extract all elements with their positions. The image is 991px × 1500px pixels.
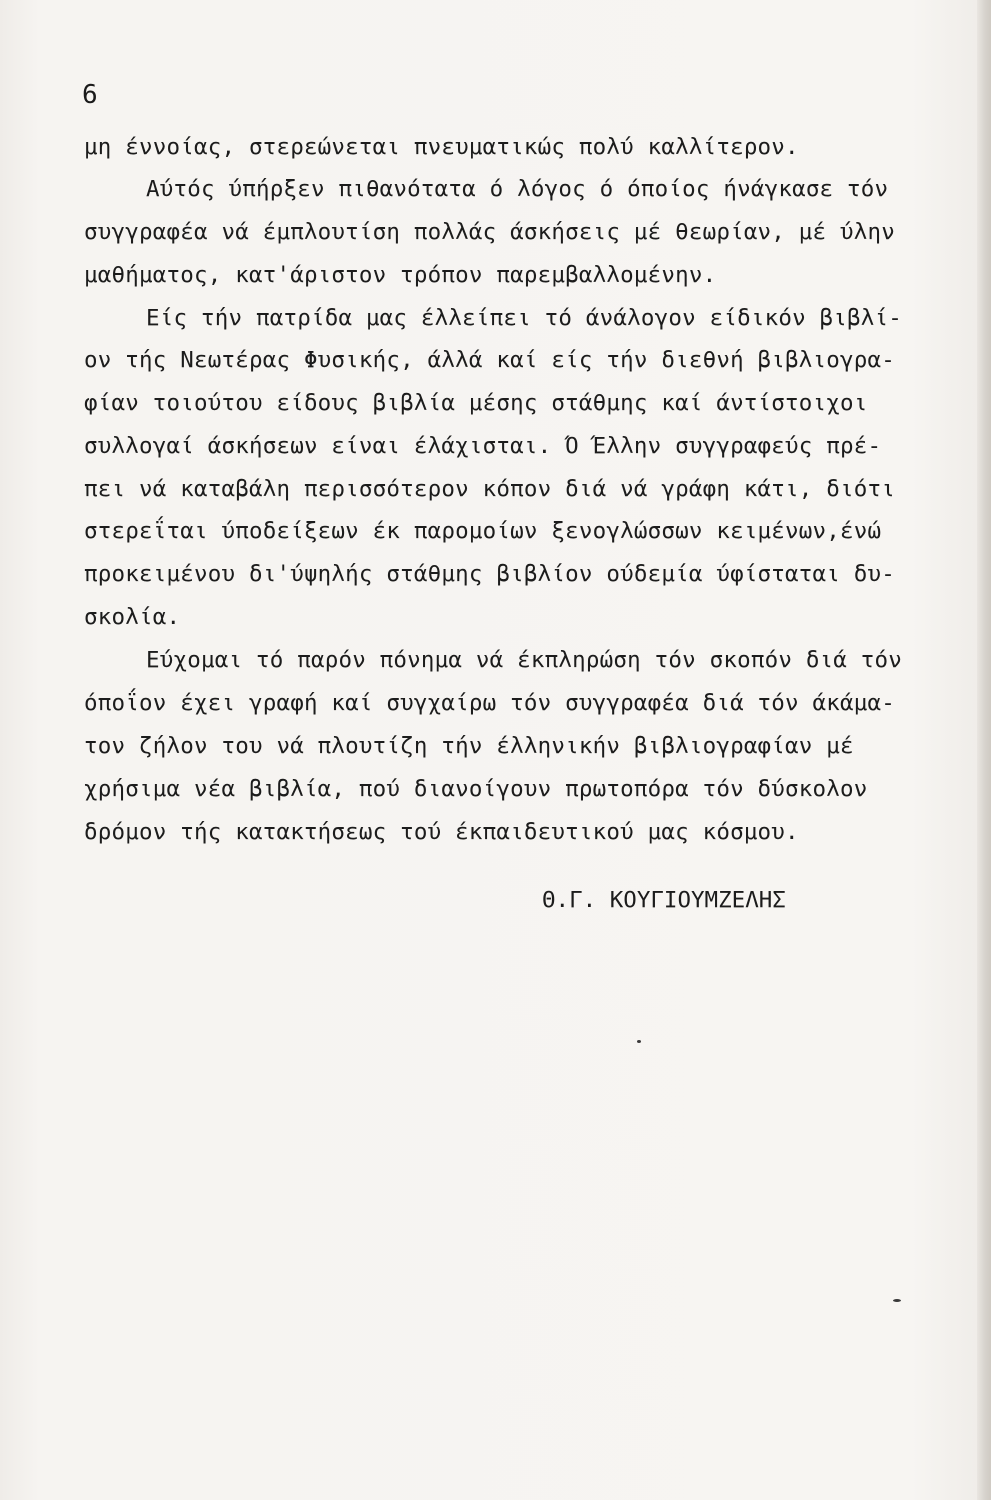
ink-speck [637, 1040, 641, 1043]
author-signature: Θ.Γ. ΚΟΥΓΙΟΥΜΖΕΛΗΣ [542, 887, 786, 913]
text-line: σκολία. [84, 604, 181, 630]
text-line: Εύχομαι τό παρόν πόνημα νά έκπληρώση τόν σκοπόν διά τόν [146, 647, 903, 673]
text-line: Είς τήν πατρίδα μας έλλείπει τό άνάλογον είδικόν βιβλί- [146, 305, 903, 331]
text-line: τον ζήλον του νά πλουτίζη τήν έλληνικήν βιβλιογραφίαν μέ [84, 733, 854, 759]
text-line: συλλογαί άσκήσεων είναι έλάχισται. Ό Έλλην συγγραφεύς πρέ- [84, 433, 882, 459]
text-line: μη έννοίας, στερεώνεται πνευματικώς πολύ καλλίτερον. [84, 134, 799, 160]
text-line: Αύτός ύπήρξεν πιθανότατα ό λόγος ό όποίος ήνάγκασε τόν [146, 176, 889, 202]
text-line: προκειμένου δι'ύψηλής στάθμης βιβλίον ούδεμία ύφίσταται δυ- [84, 561, 896, 587]
ink-speck [893, 1299, 901, 1302]
text-line: πει νά καταβάλη περισσότερον κόπον διά νά γράφη κάτι, διότι [84, 476, 896, 502]
text-line: συγγραφέα νά έμπλουτίση πολλάς άσκήσεις μέ θεωρίαν, μέ ύλην [84, 219, 896, 245]
text-line: στερεΐται ύποδείξεων έκ παρομοίων ξενογλώσσων κειμένων,ένώ [84, 518, 882, 544]
text-line: μαθήματος, κατ'άριστον τρόπον παρεμβαλλομένην. [84, 262, 717, 288]
text-line: δρόμον τής κατακτήσεως τού έκπαιδευτικού μας κόσμου. [84, 819, 799, 845]
text-line: χρήσιμα νέα βιβλία, πού διανοίγουν πρωτοπόρα τόν δύσκολον [84, 776, 868, 802]
page-number: 6 [82, 80, 98, 110]
page-edge-shadow [977, 0, 991, 1500]
text-line: ον τής Νεωτέρας Φυσικής, άλλά καί είς τήν διεθνή βιβλιογρα- [84, 347, 896, 373]
text-line: όποΐον έχει γραφή καί συγχαίρω τόν συγγραφέα διά τόν άκάμα- [84, 690, 896, 716]
text-line: φίαν τοιούτου είδους βιβλία μέσης στάθμης καί άντίστοιχοι [84, 390, 868, 416]
